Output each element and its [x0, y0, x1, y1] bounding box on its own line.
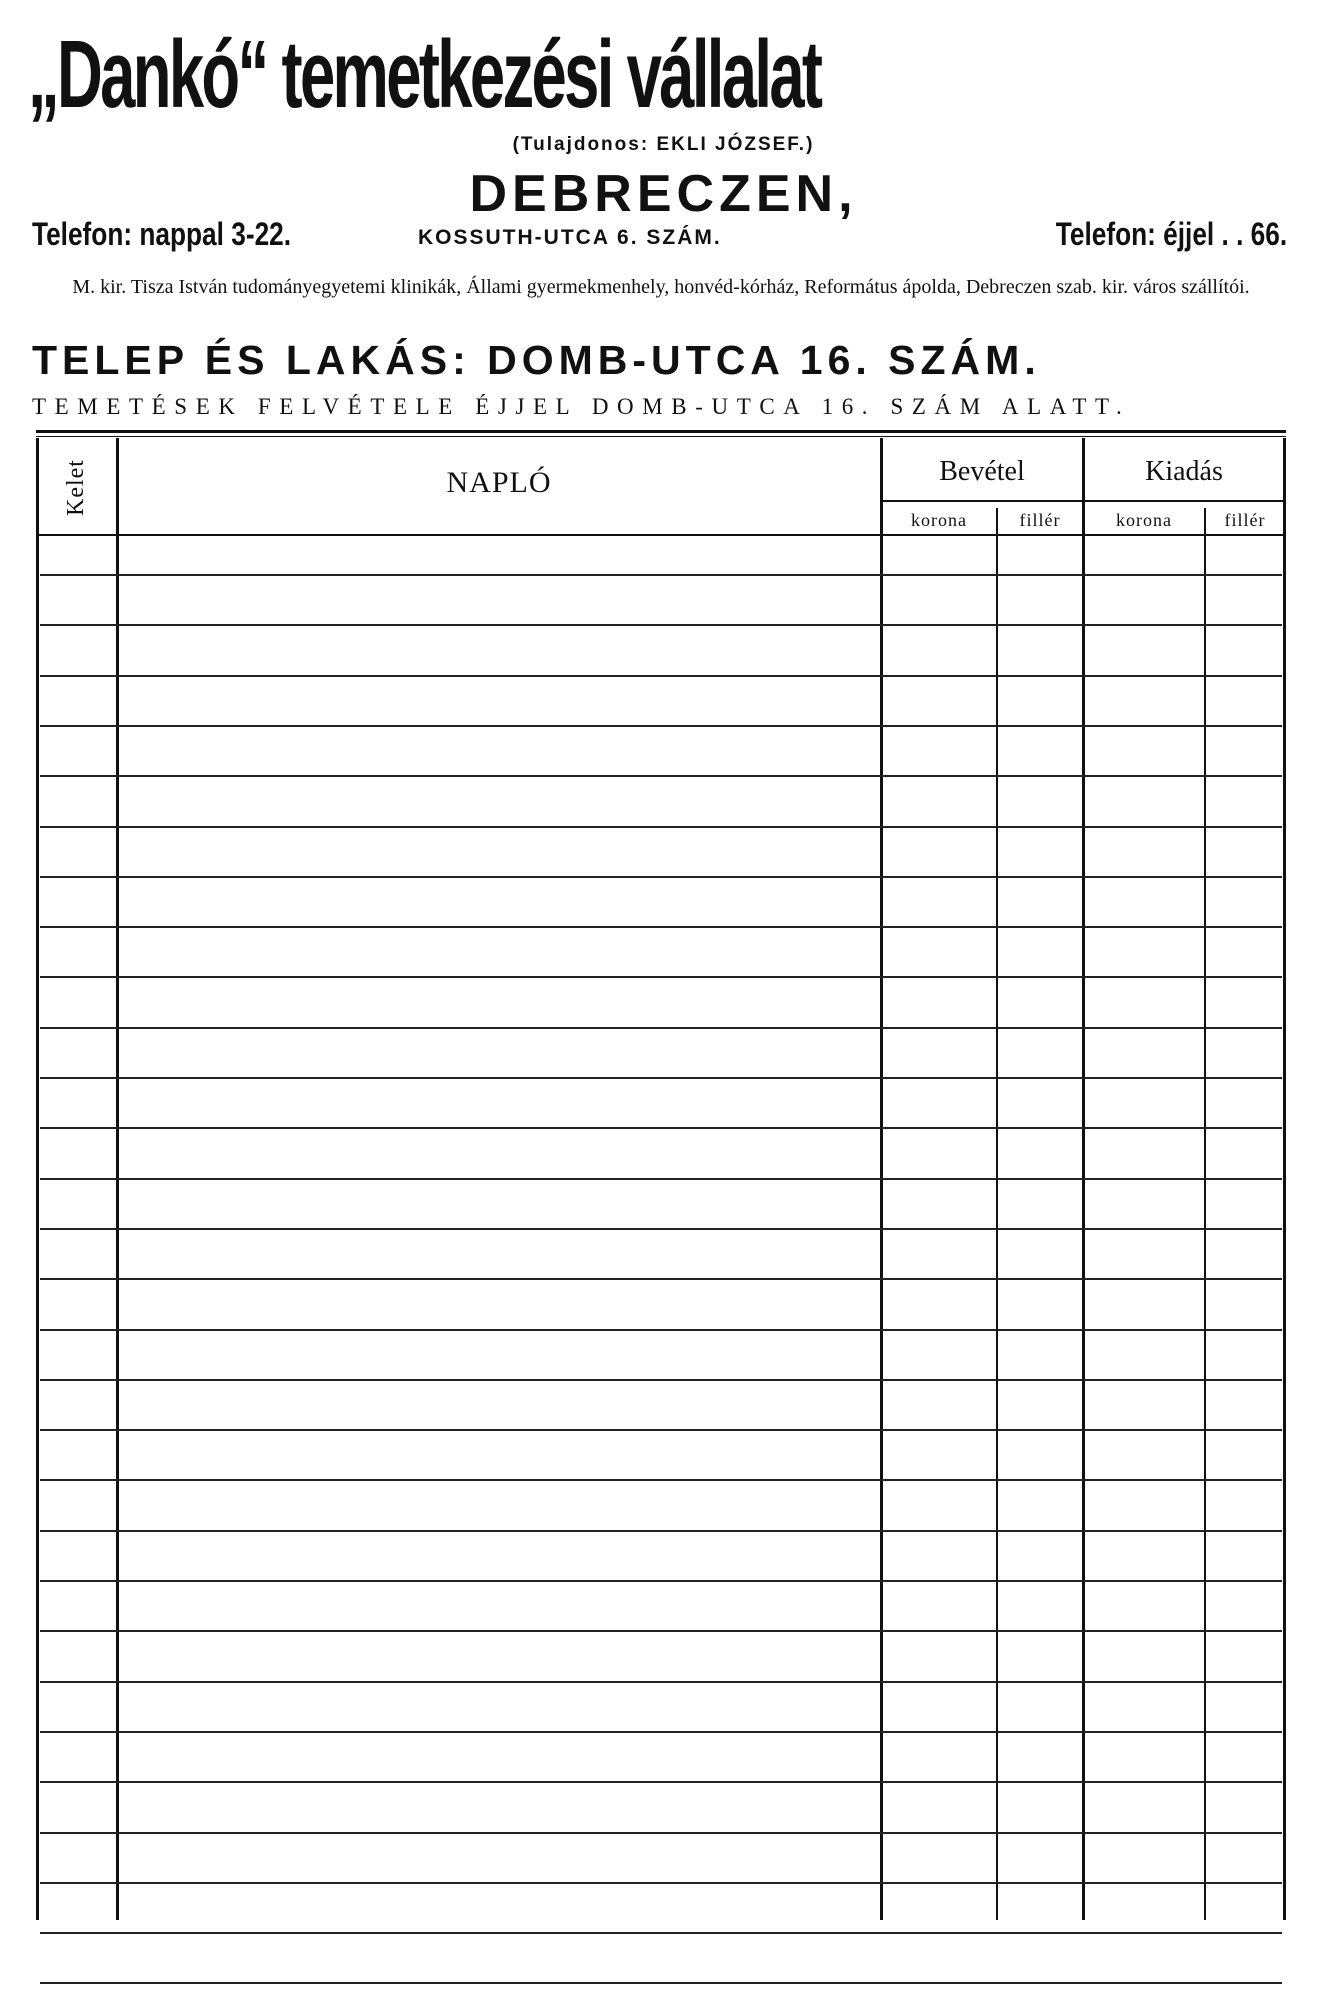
ledger-row-line — [40, 1781, 1282, 1783]
ledger-row-line — [40, 876, 1282, 878]
income-filler-header: fillér — [1019, 510, 1061, 530]
ledger-row-line — [40, 1580, 1282, 1582]
owner-line: (Tulajdonos: EKLI JÓZSEF.) — [512, 134, 815, 155]
expense-filler-header: fillér — [1224, 510, 1266, 530]
column-header-expense: Kiadás — [1145, 456, 1223, 487]
night-service-line: TEMETÉSEK FELVÉTELE ÉJJEL DOMB-UTCA 16. SZÁM ALATT. — [32, 394, 1131, 419]
left-border — [36, 438, 39, 1920]
clients-note: M. kir. Tisza István tudományegyetemi klinikák, Állami gyermekmenhely, honvéd-kórház, Református ápolda, Debreczen szab. kir. város szállítói. — [72, 276, 1250, 298]
phone-night: Telefon: éjjel . . 66. — [1055, 216, 1287, 252]
city-name: DEBRECZEN, — [469, 165, 858, 223]
ledger-row-line — [40, 574, 1282, 576]
ledger-row-line — [40, 1429, 1282, 1431]
ledger-row-line — [40, 1379, 1282, 1381]
ledger-row-line — [40, 826, 1282, 828]
expense-sub-divider — [1204, 508, 1206, 1920]
right-border — [1283, 438, 1286, 1920]
ledger-row-line — [40, 1479, 1282, 1481]
column-header-date — [36, 438, 116, 536]
top-rule-thin — [36, 436, 1286, 437]
premises-line: TELEP ÉS LAKÁS: DOMB-UTCA 16. SZÁM. — [32, 337, 1041, 383]
ledger-row-line — [40, 1932, 1282, 1934]
expense-korona-header: korona — [1116, 510, 1172, 530]
ledger-row-line — [40, 1530, 1282, 1532]
ledger-row-line — [40, 1077, 1282, 1079]
ledger-row-line — [40, 1731, 1282, 1733]
ledger-row-line — [40, 1882, 1282, 1884]
ledger-row-line — [40, 1127, 1282, 1129]
ledger-row-line — [40, 624, 1282, 626]
header-bottom-rule — [36, 534, 1286, 536]
ledger-row-line — [40, 1027, 1282, 1029]
ledger-row-line — [40, 1630, 1282, 1632]
ledger-row-line — [40, 926, 1282, 928]
column-header-income: Bevétel — [939, 456, 1025, 487]
ledger-row-line — [40, 1228, 1282, 1230]
ledger-row-line — [40, 1832, 1282, 1834]
ledger-row-line — [40, 775, 1282, 777]
street-address: KOSSUTH-UTCA 6. SZÁM. — [418, 226, 722, 249]
ledger-table — [36, 430, 1286, 1920]
ledger-row-line — [40, 1982, 1282, 1984]
ledger-row-line — [40, 725, 1282, 727]
company-title: „Dankó“ temetkezési vállalat — [28, 21, 821, 128]
ledger-row-line — [40, 675, 1282, 677]
phone-day: Telefon: nappal 3-22. — [32, 216, 292, 252]
top-rule — [36, 430, 1286, 433]
income-sub-divider — [996, 508, 998, 1920]
ledger-row-line — [40, 1681, 1282, 1683]
ledger-row-line — [40, 976, 1282, 978]
income-korona-header: korona — [911, 510, 967, 530]
ledger-row-line — [40, 1178, 1282, 1180]
ledger-row-line — [40, 1278, 1282, 1280]
date-label: Kelet — [62, 458, 89, 516]
ledger-row-line — [40, 1329, 1282, 1331]
column-header-journal: NAPLÓ — [446, 466, 552, 499]
